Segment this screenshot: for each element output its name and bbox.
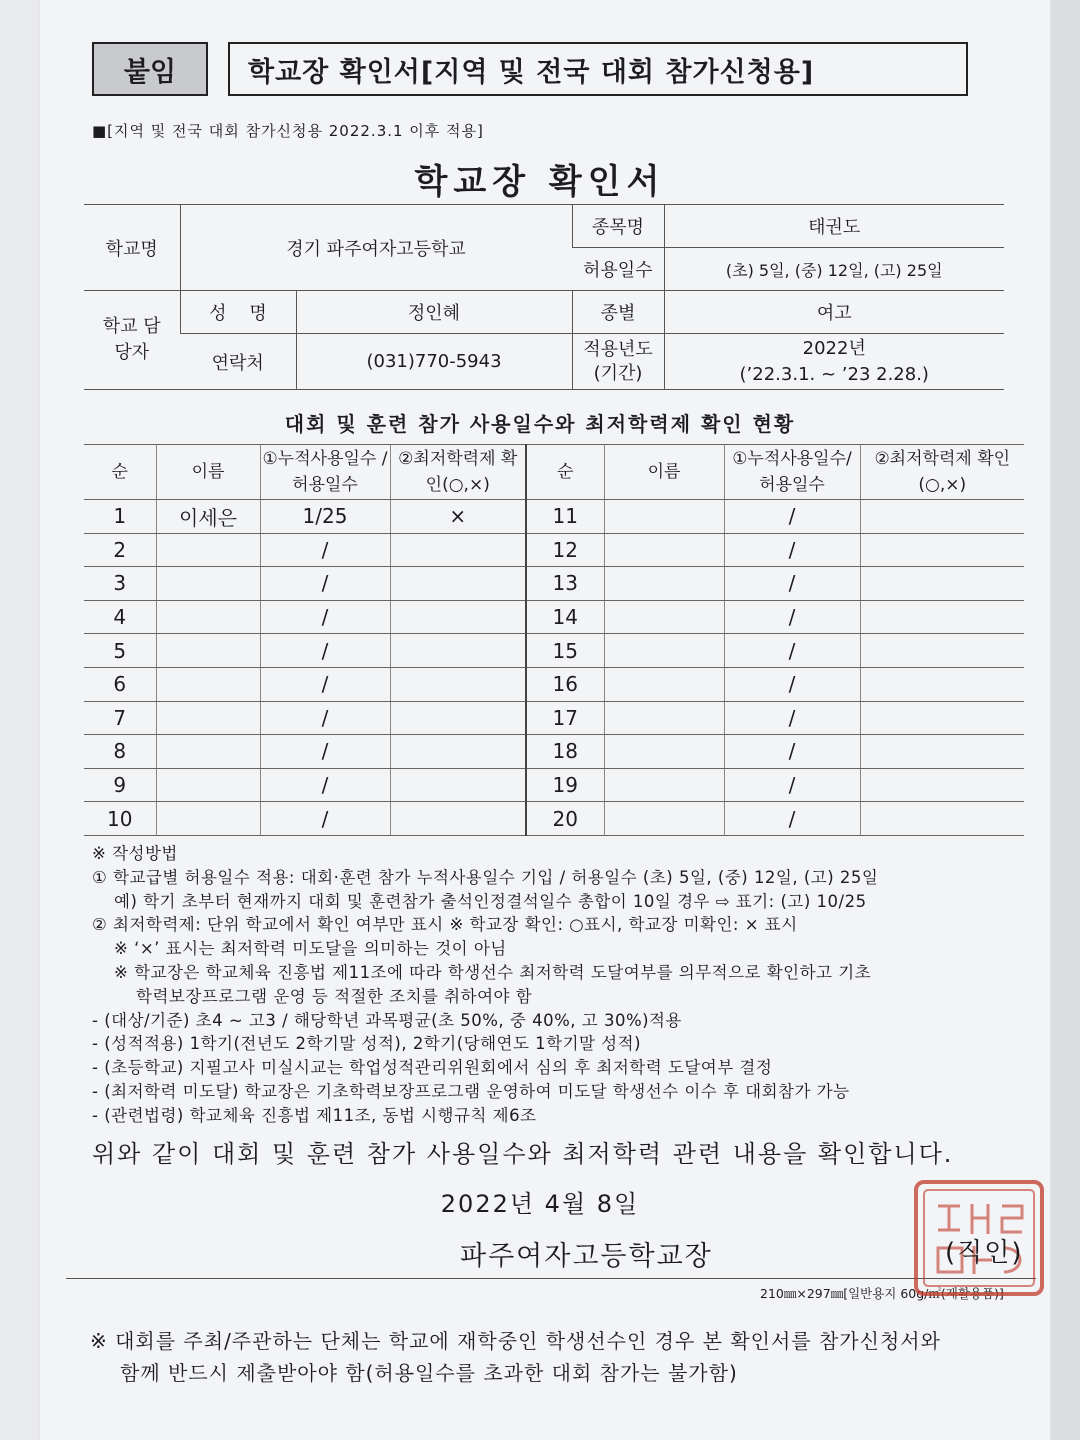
attachment-label: 붙임	[92, 42, 208, 96]
student-name	[604, 768, 724, 802]
student-name	[156, 567, 260, 601]
days-cell: /	[260, 600, 390, 634]
days-cell: /	[260, 533, 390, 567]
student-name	[604, 735, 724, 769]
footnote	[90, 1325, 941, 1389]
row-number: 19	[526, 768, 604, 802]
year-value-line2: (’22.3.1. ~ ’23 2.28.)	[739, 363, 929, 385]
name-label: 성 명	[180, 291, 296, 334]
days-cell: /	[724, 533, 860, 567]
row-number: 2	[84, 533, 156, 567]
header-name: 이름	[604, 445, 724, 500]
table-row	[84, 567, 1024, 601]
row-number: 13	[526, 567, 604, 601]
document-title: 학교장 확인서	[414, 162, 666, 202]
instruction-line: ※ 학교장은 학교체육 진흥법 제11조에 따라 학생선수 최저학력 도달여부를 의무적으로 확인하고 기초	[114, 962, 872, 982]
application-note: ■[지역 및 전국 대회 참가신청용 2022.3.1 이후 적용]	[92, 122, 484, 140]
year-label: 적용년도 (기간)	[572, 334, 664, 390]
attachment-title: 학교장 확인서[지역 및 전국 대회 참가신청용]	[228, 42, 968, 96]
student-name	[156, 600, 260, 634]
footnote-line: 함께 반드시 제출받아야 함(허용일수를 초과한 대회 참가는 불가함)	[120, 1361, 738, 1385]
min-score-cell	[860, 667, 1024, 701]
table-row	[84, 533, 1024, 567]
instruction-line: - (관련법령) 학교체육 진흥법 제11조, 동법 시행규칙 제6조	[92, 1105, 537, 1125]
instructions	[92, 842, 1032, 1128]
days-cell: /	[724, 500, 860, 534]
table-row	[84, 500, 1024, 534]
confirmation-statement: 위와 같이 대회 및 훈련 참가 사용일수와 최저학력 관련 내용을 확인합니다.	[92, 1140, 954, 1168]
table-header-row	[84, 445, 1024, 500]
school-value: 경기 파주여자고등학교	[180, 205, 572, 291]
row-number: 17	[526, 701, 604, 735]
year-value-line1: 2022년	[802, 337, 866, 359]
section-title: 대회 및 훈련 참가 사용일수와 최저학력제 확인 현황	[284, 412, 796, 436]
days-cell: /	[260, 701, 390, 735]
days-cell: /	[260, 634, 390, 668]
contact-label: 연락처	[180, 334, 296, 390]
event-value: 태권도	[664, 205, 1004, 248]
issue-date: 2022년 4월 8일	[440, 1190, 640, 1218]
allowed-value: (초) 5일, (중) 12일, (고) 25일	[664, 248, 1004, 291]
student-name	[604, 567, 724, 601]
days-cell: 1/25	[260, 500, 390, 534]
paper-edge	[1052, 0, 1080, 1440]
row-number: 9	[84, 768, 156, 802]
row-number: 10	[84, 802, 156, 836]
min-score-cell	[860, 768, 1024, 802]
event-label: 종목명	[572, 205, 664, 248]
student-name: 이세은	[156, 500, 260, 534]
row-number: 7	[84, 701, 156, 735]
student-name	[604, 634, 724, 668]
days-cell: /	[724, 600, 860, 634]
footnote-line: ※ 대회를 주최/주관하는 단체는 학교에 재학중인 학생선수인 경우 본 확인서를 참가신청서와	[90, 1329, 941, 1353]
header-no: 순	[84, 445, 156, 500]
student-name	[156, 667, 260, 701]
min-score-cell: ×	[390, 500, 526, 534]
days-cell: /	[260, 735, 390, 769]
allowed-label: 허용일수	[572, 248, 664, 291]
info-table	[84, 204, 1004, 390]
instruction-line: ※ ‘×’ 표시는 최저학력 미도달을 의미하는 것이 아님	[114, 939, 507, 959]
student-name	[604, 600, 724, 634]
min-score-cell	[860, 701, 1024, 735]
min-score-cell	[390, 533, 526, 567]
header-name: 이름	[156, 445, 260, 500]
days-cell: /	[260, 567, 390, 601]
table-row	[84, 768, 1024, 802]
instruction-line: - (최저학력 미도달) 학교장은 기초학력보장프로그램 운영하여 미도달 학생선수 이수 후 대회참가 가능	[92, 1081, 850, 1101]
student-name	[604, 802, 724, 836]
days-cell: /	[724, 735, 860, 769]
days-cell: /	[724, 667, 860, 701]
min-score-cell	[390, 600, 526, 634]
student-name	[156, 634, 260, 668]
student-name	[156, 701, 260, 735]
year-value	[664, 334, 1004, 390]
type-label: 종별	[572, 291, 664, 334]
days-cell: /	[724, 802, 860, 836]
days-cell: /	[724, 567, 860, 601]
row-number: 20	[526, 802, 604, 836]
min-score-cell	[860, 802, 1024, 836]
manager-label: 학교 담당자	[84, 291, 180, 390]
table-row	[84, 701, 1024, 735]
divider	[66, 1278, 1036, 1279]
type-value: 여고	[664, 291, 1004, 334]
table-row	[84, 634, 1024, 668]
header-min-score: ②최저학력제 확인(○,×)	[860, 445, 1024, 500]
row-number: 18	[526, 735, 604, 769]
paper-spec: 210㎜×297㎜[일반용지 60g/㎡(재활용품)]	[760, 1286, 1004, 1301]
student-name	[156, 768, 260, 802]
days-cell: /	[724, 701, 860, 735]
min-score-cell	[860, 567, 1024, 601]
row-number: 1	[84, 500, 156, 534]
instruction-line: 예) 학기 초부터 현재까지 대회 및 훈련참가 출석인정결석일수 총합이 10일 경우 ⇨ 표기: (고) 10/25	[114, 891, 867, 911]
row-number: 3	[84, 567, 156, 601]
row-number: 6	[84, 667, 156, 701]
principal-title: 파주여자고등학교장	[460, 1241, 713, 1272]
days-cell: /	[260, 768, 390, 802]
student-name	[604, 701, 724, 735]
instruction-line: 학력보장프로그램 운영 등 적절한 조치를 취하여야 함	[136, 986, 533, 1006]
min-score-cell	[390, 667, 526, 701]
days-cell: /	[260, 667, 390, 701]
instruction-line: - (성적적용) 1학기(전년도 2학기말 성적), 2학기(당해연도 1학기말 성적)	[92, 1034, 642, 1054]
table-row	[84, 735, 1024, 769]
row-number: 5	[84, 634, 156, 668]
instruction-line: - (대상/기준) 초4 ~ 고3 / 해당학년 과목평균(초 50%, 중 40%, 고 30%)적용	[92, 1010, 682, 1030]
name-value: 정인혜	[296, 291, 572, 334]
student-name	[156, 533, 260, 567]
student-name	[604, 500, 724, 534]
row-number: 15	[526, 634, 604, 668]
min-score-cell	[860, 600, 1024, 634]
instruction-line: - (초등학교) 지필고사 미실시교는 학업성적관리위원회에서 심의 후 최저학력 도달여부 결정	[92, 1058, 773, 1078]
min-score-cell	[390, 634, 526, 668]
min-score-cell	[860, 533, 1024, 567]
days-cell: /	[724, 768, 860, 802]
min-score-cell	[860, 634, 1024, 668]
min-score-cell	[860, 735, 1024, 769]
header-days: ①누적사용일수/ 허용일수	[724, 445, 860, 500]
row-number: 11	[526, 500, 604, 534]
instruction-line: ② 최저학력제: 단위 학교에서 확인 여부만 표시 ※ 학교장 확인: ○표시, 학교장 미확인: × 표시	[92, 915, 798, 935]
row-number: 4	[84, 600, 156, 634]
days-cell: /	[260, 802, 390, 836]
min-score-cell	[860, 500, 1024, 534]
instruction-line: ① 학교급별 허용일수 적용: 대회·훈련 참가 누적사용일수 기입 / 허용일수 (초) 5일, (중) 12일, (고) 25일	[92, 867, 879, 887]
usage-table	[84, 444, 1024, 836]
contact-value: (031)770-5943	[296, 334, 572, 390]
min-score-cell	[390, 735, 526, 769]
days-cell: /	[724, 634, 860, 668]
header-no: 순	[526, 445, 604, 500]
min-score-cell	[390, 701, 526, 735]
row-number: 8	[84, 735, 156, 769]
row-number: 14	[526, 600, 604, 634]
min-score-cell	[390, 567, 526, 601]
header-days: ①누적사용일수 /허용일수	[260, 445, 390, 500]
instructions-heading: ※ 작성방법	[92, 844, 178, 863]
student-name	[156, 735, 260, 769]
table-row	[84, 802, 1024, 836]
row-number: 16	[526, 667, 604, 701]
school-label: 학교명	[84, 205, 180, 291]
student-name	[156, 802, 260, 836]
seal-label: (직인)	[945, 1238, 1024, 1268]
student-name	[604, 533, 724, 567]
min-score-cell	[390, 802, 526, 836]
header-min-score: ②최저학력제 확인(○,×)	[390, 445, 526, 500]
table-row	[84, 667, 1024, 701]
min-score-cell	[390, 768, 526, 802]
student-name	[604, 667, 724, 701]
table-row	[84, 600, 1024, 634]
row-number: 12	[526, 533, 604, 567]
